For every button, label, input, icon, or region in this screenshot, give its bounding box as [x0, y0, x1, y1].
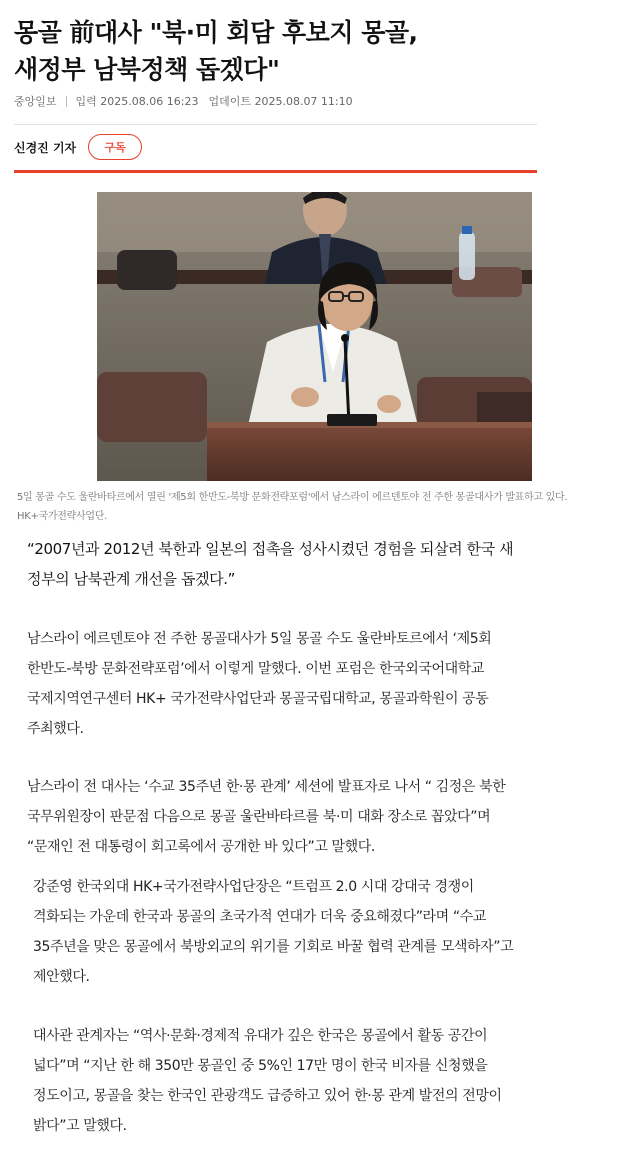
paragraph-line: 제안했다.	[33, 969, 90, 985]
lead-quote	[27, 534, 587, 594]
photo-caption	[17, 488, 620, 526]
lead-quote-line: 정부의 남북관계 개선을 돕겠다.”	[27, 570, 236, 588]
paragraph-line: 대사관 관계자는 “역사·문화·경제적 유대가 깊은 한국은 몽골에서 활동 공간이	[33, 1028, 488, 1044]
paragraph-line: 35주년을 맞은 몽골에서 북방외교의 위기를 기회로 바꿀 협력 관계를 모색하자”고	[33, 939, 514, 955]
accent-divider	[14, 170, 537, 173]
body-paragraph-4	[33, 1021, 593, 1141]
caption-line: HK+국가전략사업단.	[17, 511, 107, 522]
subscribe-button[interactable]: 구독	[88, 134, 142, 160]
paragraph-line: 주최했다.	[27, 721, 84, 737]
reporter-name[interactable]: 신경진 기자	[14, 140, 77, 155]
paragraph-line: 남스라이 전 대사는 ‘수교 35주년 한·몽 관계’ 세션에 발표자로 나서 “ 김정은 북한	[27, 779, 506, 795]
article-headline	[14, 14, 604, 88]
published-time: 입력 2025.08.06 16:23	[75, 95, 199, 108]
updated-time: 업데이트 2025.08.07 11:10	[208, 95, 353, 108]
meta-divider	[66, 96, 67, 107]
lead-quote-line: “2007년과 2012년 북한과 일본의 접촉을 성사시켰던 경험을 되살려 한국 새	[27, 540, 514, 558]
paragraph-line: “문재인 전 대통령이 회고록에서 공개한 바 있다”고 말했다.	[27, 839, 375, 855]
paragraph-line: 정도이고, 몽골을 찾는 한국인 관광객도 급증하고 있어 한·몽 관계 발전의 전망이	[33, 1088, 502, 1104]
paragraph-line: 밝다”고 말했다.	[33, 1118, 127, 1134]
source-name[interactable]: 중앙일보	[14, 95, 57, 108]
paragraph-line: 국제지역연구센터 HK+ 국가전략사업단과 몽골국립대학교, 몽골과학원이 공동	[27, 691, 489, 707]
paragraph-line: 한반도-북방 문화전략포럼’에서 이렇게 말했다. 이번 포럼은 한국외국어대학교	[27, 661, 485, 677]
speaker-at-forum-photo	[97, 192, 532, 481]
headline-line-2: 새정부 남북정책 돕겠다"	[14, 55, 280, 84]
article-meta	[14, 93, 353, 109]
body-paragraph-1	[27, 624, 587, 744]
headline-line-1: 몽골 前대사 "북·미 회담 후보지 몽골,	[14, 18, 418, 47]
paragraph-line: 격화되는 가운데 한국과 몽골의 초국가적 연대가 더욱 중요해졌다”라며 “수교	[33, 909, 486, 925]
paragraph-line: 국무위원장이 판문점 다음으로 몽골 울란바타르를 북·미 대화 장소로 꼽았다”며	[27, 809, 491, 825]
divider	[14, 124, 537, 125]
article-photo	[97, 192, 532, 481]
reporter-bar	[14, 133, 142, 161]
caption-line: 5일 몽골 수도 울란바타르에서 열린 '제5회 한반도-북방 문화전략포럼'에서 남스라이 에르덴토야 전 주한 몽골대사가 발표하고 있다.	[17, 492, 568, 503]
paragraph-line: 넓다”며 “지난 한 해 350만 몽골인 중 5%인 17만 명이 한국 비자를 신청했을	[33, 1058, 488, 1074]
paragraph-line: 남스라이 에르덴토야 전 주한 몽골대사가 5일 몽골 수도 울란바토르에서 ‘제5회	[27, 631, 492, 647]
body-paragraph-2	[27, 772, 587, 862]
paragraph-line: 강준영 한국외대 HK+국가전략사업단장은 “트럼프 2.0 시대 강대국 경쟁이	[33, 879, 474, 895]
body-paragraph-3	[33, 872, 593, 992]
